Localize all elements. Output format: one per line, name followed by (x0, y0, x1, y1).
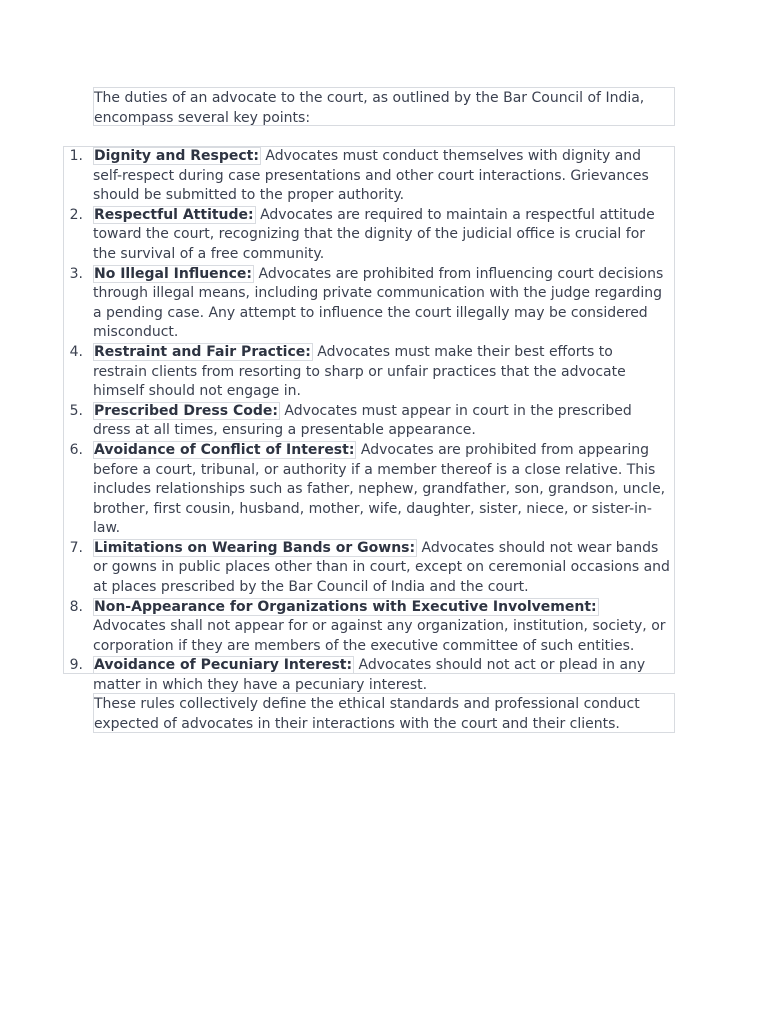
duties-list (64, 147, 674, 696)
duty-item-6 (64, 441, 674, 539)
duties-list-block (63, 146, 675, 694)
duty-text: Advocates must appear in court in the prescribed dress at all times, ensuring a presentable appearance. (93, 402, 632, 439)
duty-text: Advocates shall not appear for or against any organization, institution, society, or corporation if they are members of the executive committee of such entities. (93, 618, 666, 654)
duty-term: Avoidance of Conflict of Interest: (94, 441, 355, 458)
duty-term: Prescribed Dress Code: (94, 402, 278, 419)
duty-term: Dignity and Respect: (94, 148, 259, 164)
duty-number: 5. (69, 402, 83, 419)
duty-term: Non-Appearance for Organizations with Executive Involvement: (94, 598, 597, 615)
duty-text: Advocates must conduct themselves with dignity and self-respect during case presentations and other court interactions. Grievances should be submitted to the proper authority. (93, 148, 649, 204)
conclusion-paragraph-block (93, 693, 675, 733)
duty-term: Respectful Attitude: (94, 206, 254, 223)
duty-text: Advocates should not act or plead in any matter in which they have a pecuniary interest. (93, 657, 646, 694)
conclusion-paragraph: These rules collectively define the ethical standards and professional conduct expected of advocates in their interactions with the court and their clients. (94, 696, 640, 732)
duty-text: Advocates must make their best efforts to restrain clients from resorting to sharp or unfair practices that the advocate himself should not engage in. (93, 343, 626, 400)
duty-item-1 (64, 147, 674, 206)
duty-item-8 (64, 598, 674, 657)
duty-number: 6. (69, 441, 83, 458)
duty-number: 7. (69, 539, 83, 556)
duty-number: 3. (69, 265, 83, 282)
duty-item-3 (64, 265, 674, 343)
duty-text: Advocates are required to maintain a respectful attitude toward the court, recognizing that the dignity of the judicial office is crucial for the survival of a free community. (93, 206, 655, 262)
duty-number: 1. (69, 148, 83, 164)
duty-item-5 (64, 402, 674, 441)
duty-number: 8. (69, 598, 83, 615)
duty-item-4 (64, 343, 674, 402)
duty-item-7 (64, 539, 674, 598)
duty-number: 2. (69, 206, 83, 223)
duty-item-9 (64, 656, 674, 695)
duty-text: Advocates are prohibited from influencing court decisions through illegal means, including private communication with the judge regarding a pending case. Any attempt to influence the court illegally may be considered misconduct. (93, 265, 664, 341)
duty-term: Limitations on Wearing Bands or Gowns: (94, 539, 416, 556)
intro-paragraph: The duties of an advocate to the court, as outlined by the Bar Council of India, encompass several key points: (94, 90, 645, 126)
duty-text: Advocates are prohibited from appearing before a court, tribunal, or authority if a member thereof is a close relative. This includes relationships such as father, nephew, grandfather, son, grandson, uncle, brother, first cousin, husband, mother, wife, daughter, sister, niece, or sister-in-law. (93, 441, 666, 537)
duty-term: Avoidance of Pecuniary Interest: (94, 657, 353, 674)
duty-number: 9. (69, 657, 83, 674)
duty-text: Advocates should not wear bands or gowns in public places other than in court, except on ceremonial occasions and at places prescribed by the Bar Council of India and the court. (93, 539, 670, 596)
duty-number: 4. (69, 343, 83, 360)
duty-term: No Illegal Influence: (94, 265, 253, 282)
intro-paragraph-block (93, 87, 675, 126)
duty-term: Restraint and Fair Practice: (94, 343, 311, 360)
duty-item-2 (64, 206, 674, 265)
